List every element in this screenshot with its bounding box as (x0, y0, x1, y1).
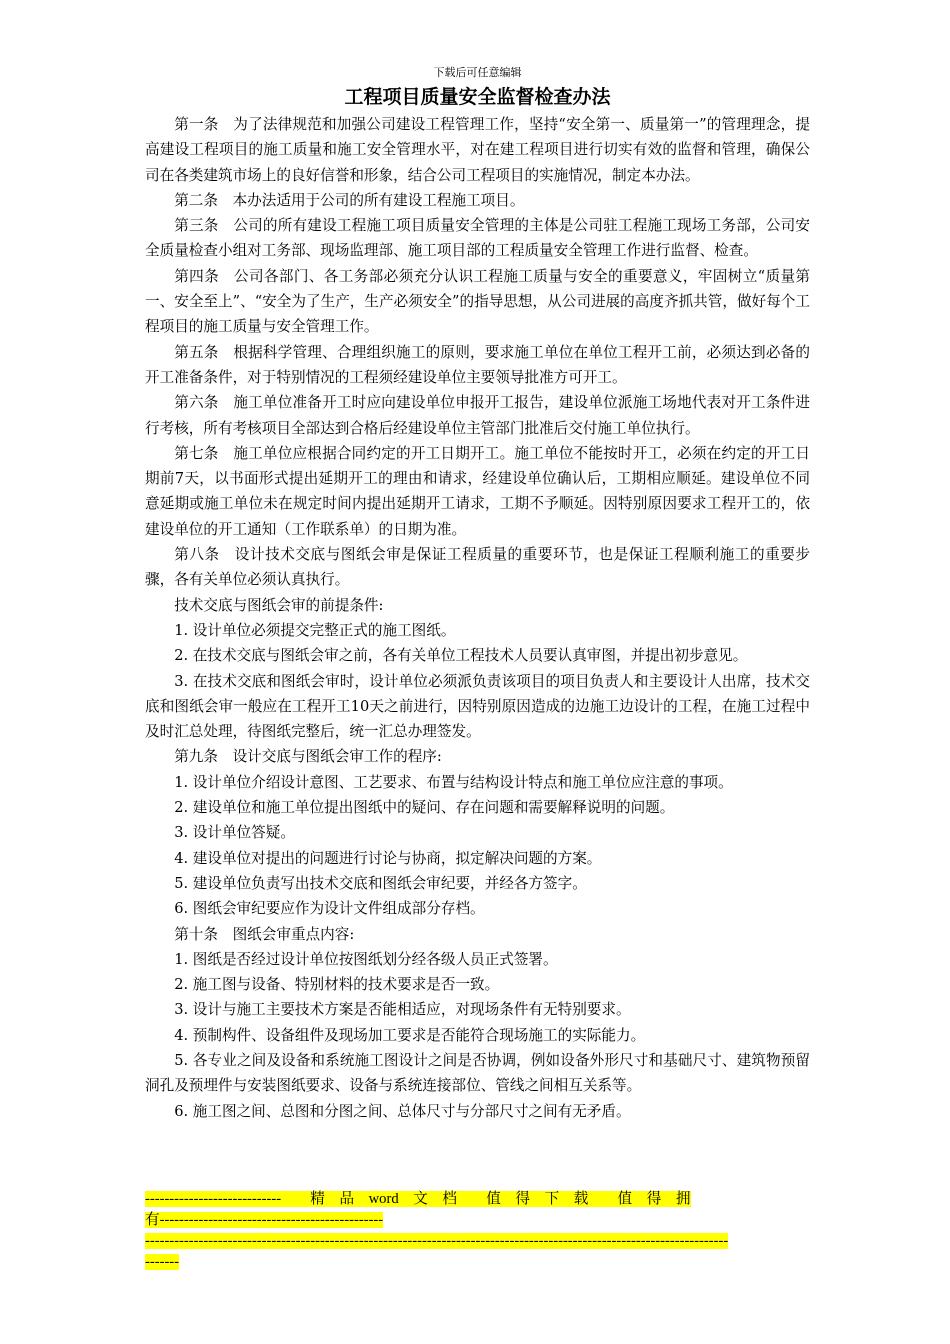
list-item: 1. 设计单位介绍设计意图、工艺要求、布置与结构设计特点和施工单位应注意的事项。 (174, 773, 733, 791)
list-item: 2. 施工图与设备、特别材料的技术要求是否一致。 (174, 976, 500, 994)
list-item: 第十条 图纸会审重点内容: (174, 925, 355, 943)
list-item: 2. 建设单位和施工单位提出图纸中的疑问、存在问题和需要解释说明的问题。 (174, 799, 675, 817)
paragraph: 第六条 施工单位准备开工时应向建设单位申报开工报告，建设单位派施工场地代表对开工条件进行考核，所有考核项目全部达到合格后经建设单位主管部门批准后交付施工单位执行。 (145, 394, 810, 437)
banner-line-2: 有---------------------------------------------- (145, 1212, 384, 1228)
paragraph: 第五条 根据科学管理、合理组织施工的原则，要求施工单位在单位工程开工前，必须达到必备的开工准备条件，对于特别情况的工程须经建设单位主要领导批准方可开工。 (145, 343, 810, 386)
list-item: 1. 设计单位必须提交完整正式的施工图纸。 (174, 621, 456, 639)
list-item: 5. 建设单位负责写出技术交底和图纸会审纪要，并经各方签字。 (174, 874, 587, 892)
download-banner (145, 1189, 810, 1273)
list-item: 3. 设计单位答疑。 (174, 824, 295, 842)
list-item: 6. 施工图之间、总图和分图之间、总体尺寸与分部尺寸之间有无矛盾。 (174, 1102, 631, 1120)
paragraph: 第二条 本办法适用于公司的所有建设工程施工项目。 (174, 191, 525, 209)
paragraph: 3. 在技术交底和图纸会审时，设计单位必须派负责该项目的项目负责人和主要设计人出席，技术交底和图纸会审一般应在工程开工10天之前进行，因特别原因造成的边施工边设计的工程，在施工过程中及时汇总处理，待图纸完整后，统一汇总办理签发。 (145, 672, 810, 741)
page-header: 下载后可任意编辑 (433, 66, 522, 79)
banner-line-4: ------- (145, 1254, 180, 1270)
paragraph: 第一条 为了法律规范和加强公司建设工程管理工作，坚持“安全第一、质量第一”的管理理念，提高建设工程项目的施工质量和施工安全管理水平，对在建工程项目进行切实有效的监督和管理，确保公司在各类建筑市场上的良好信誉和形象，结合公司工程项目的实施情况，制定本办法。 (145, 116, 810, 184)
banner-line-3: ------------------------------------------------------------------------------------------------------------------------ (145, 1233, 729, 1249)
document-body (145, 112, 810, 1124)
list-item: 2. 在技术交底与图纸会审之前，各有关单位工程技术人员要认真审图，并提出初步意见。 (174, 647, 748, 665)
paragraph: 第七条 施工单位应根据合同约定的开工日期开工。施工单位不能按时开工，必须在约定的开工日期前7天，以书面形式提出延期开工的理由和请求，经建设单位确认后，工期相应顺延。建设单位不同意延期或施工单位未在规定时间内提出延期开工请求，工期不予顺延。因特别原因要求工程开工的，依建设单位的开工通知（工作联系单）的日期为准。 (145, 444, 810, 538)
list-item: 1. 图纸是否经过设计单位按图纸划分经各级人员正式签署。 (174, 950, 558, 968)
paragraph: 第八条 设计技术交底与图纸会审是保证工程质量的重要环节，也是保证工程顺利施工的重要步骤，各有关单位必须认真执行。 (145, 546, 810, 589)
list-item: 3. 设计与施工主要技术方案是否能相适应，对现场条件有无特别要求。 (174, 1001, 631, 1019)
list-item: 技术交底与图纸会审的前提条件: (174, 596, 384, 614)
paragraph: 5. 各专业之间及设备和系统施工图设计之间是否协调，例如设备外形尺寸和基础尺寸、建筑物预留洞孔及预埋件与安装图纸要求、设备与系统连接部位、管线之间相互关系等。 (145, 1051, 810, 1095)
list-item: 4. 建设单位对提出的问题进行讨论与协商，拟定解决问题的方案。 (174, 849, 602, 867)
list-item: 4. 预制构件、设备组件及现场加工要求是否能符合现场施工的实际能力。 (174, 1026, 646, 1044)
document-title: 工程项目质量安全监督检查办法 (344, 86, 611, 108)
list-item: 6. 图纸会审纪要应作为设计文件组成部分存档。 (174, 900, 485, 918)
document-page (145, 62, 810, 1124)
banner-line-1: ---------------------------- 精 品 word 文 档 值 得 下 载 值 得 拥 (145, 1191, 691, 1207)
paragraph: 第四条 公司各部门、各工务部必须充分认识工程施工质量与安全的重要意义，牢固树立“质量第一、安全至上”、“安全为了生产，生产必须安全”的指导思想，从公司进展的高度齐抓共管，做好每个工程项目的施工质量与安全管理工作。 (145, 267, 810, 336)
paragraph: 第三条 公司的所有建设工程施工项目质量安全管理的主体是公司驻工程施工现场工务部，公司安全质量检查小组对工务部、现场监理部、施工项目部的工程质量安全管理工作进行监督、检查。 (145, 217, 810, 260)
list-item: 第九条 设计交底与图纸会审工作的程序: (174, 748, 442, 766)
